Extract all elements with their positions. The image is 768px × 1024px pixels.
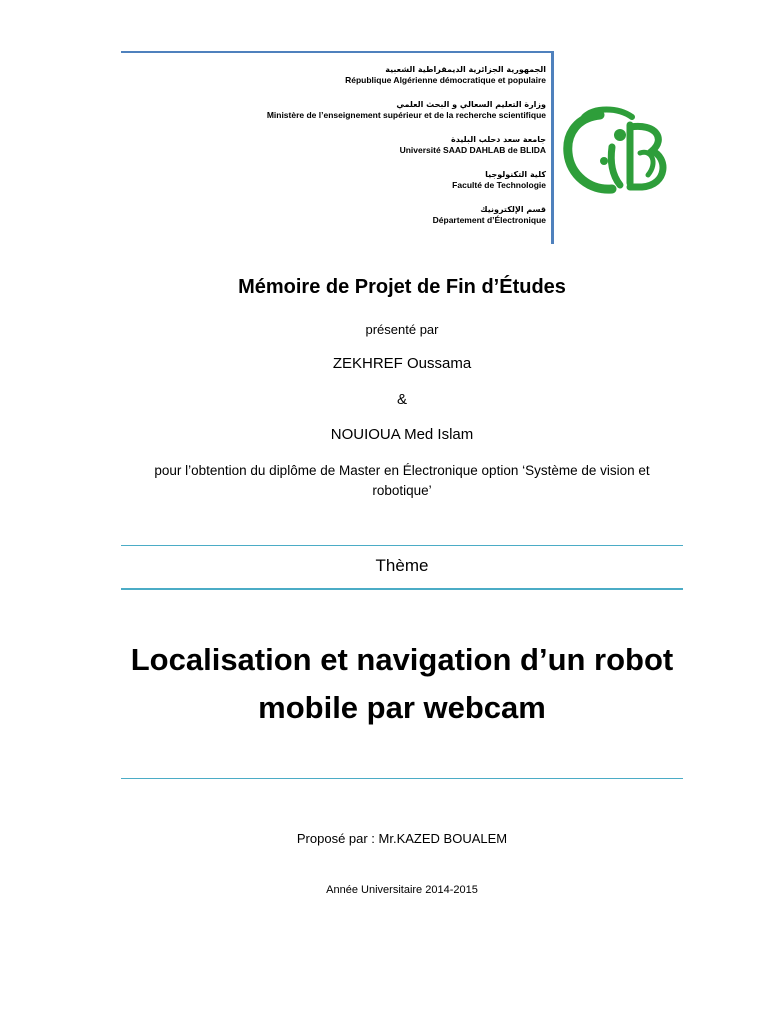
supervisor-line: Proposé par : Mr.KAZED BOUALEM bbox=[296, 831, 508, 846]
ministry-french: Ministère de l’enseignement supérieur et de la recherche scientifique bbox=[266, 110, 546, 120]
academic-year: Année Universitaire 2014-2015 bbox=[326, 884, 478, 896]
republic-french: République Algérienne démocratique et populaire bbox=[345, 75, 546, 85]
theme-bottom-rule bbox=[121, 588, 683, 590]
republic-arabic: الجمهورية الجزائرية الديمقراطية الشعبية bbox=[385, 65, 546, 74]
university-logo bbox=[560, 103, 678, 199]
header-right-border bbox=[551, 51, 554, 244]
title-bottom-rule bbox=[121, 778, 683, 779]
department-french: Département d’Électronique bbox=[432, 215, 546, 225]
header-top-border bbox=[121, 51, 554, 53]
faculty-arabic: كلية التكنولوجيا bbox=[485, 170, 546, 179]
presented-by-label: présenté par bbox=[365, 322, 439, 337]
author-2: NOUIOUA Med Islam bbox=[330, 426, 474, 443]
faculty-french: Faculté de Technologie bbox=[452, 180, 546, 190]
ministry-arabic: وزارة التعليم السعالي و البحث العلمي bbox=[396, 100, 546, 109]
author-1: ZEKHREF Oussama bbox=[332, 355, 472, 372]
document-title: Mémoire de Projet de Fin d’Études bbox=[238, 276, 566, 298]
degree-statement: pour l’obtention du diplôme de Master en Électronique option ‘Système de vision et robotique’ bbox=[154, 463, 650, 498]
institution-header bbox=[200, 64, 546, 239]
ampersand: & bbox=[396, 391, 407, 408]
theme-label: Thème bbox=[375, 556, 429, 575]
university-arabic: جامعة سعد دحلب البليدة bbox=[451, 135, 546, 144]
thesis-title: Localisation et navigation d’un robot mobile par webcam bbox=[130, 642, 674, 725]
department-arabic: قسم الإلكترونيك bbox=[480, 205, 546, 214]
university-french: Université SAAD DAHLAB de BLIDA bbox=[399, 145, 546, 155]
theme-top-rule bbox=[121, 545, 683, 546]
